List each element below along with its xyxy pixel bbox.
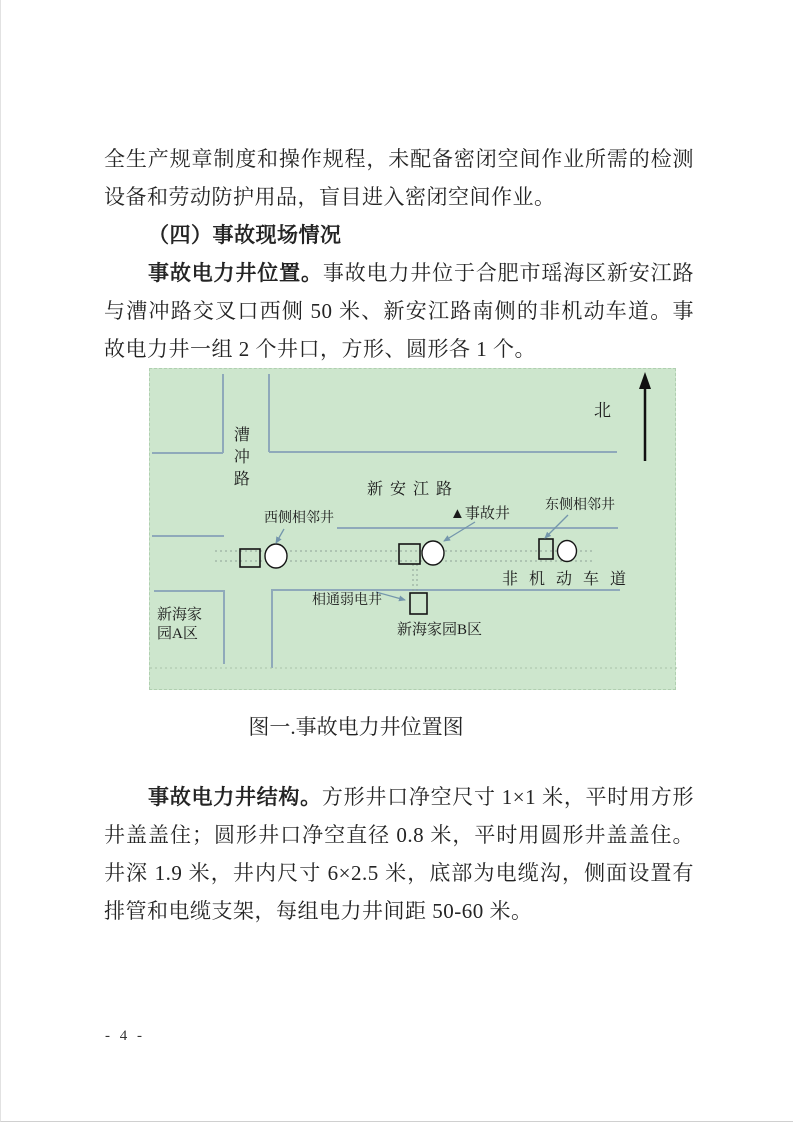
label-zone-b: 新海家园B区 xyxy=(397,622,483,638)
paragraph-well-structure xyxy=(104,778,694,930)
weak-current-well-square xyxy=(410,593,427,614)
label-zone-a: 新海家园A区 xyxy=(157,607,203,642)
page-number: - 4 - xyxy=(105,1028,145,1044)
east-round-well xyxy=(558,541,577,562)
north-arrow-head xyxy=(639,372,651,389)
west-square-well xyxy=(240,549,260,567)
east-square-well xyxy=(539,539,553,559)
accident-round-well xyxy=(422,541,444,565)
paragraph-well-location-text: 事故电力井位于合肥市瑶海区新安江路与漕冲路交叉口西侧 50 米、新安江路南侧的非机动车道。事故电力井一组 2 个井口，方形、圆形各 1 个。 xyxy=(104,261,695,361)
figure-caption: 图一.事故电力井位置图 xyxy=(248,715,464,739)
label-nonmotor-lane: 非机动车道 xyxy=(502,571,638,588)
label-west-adjacent-well: 西侧相邻井 xyxy=(264,511,334,526)
label-weak-current-well: 相通弱电井 xyxy=(312,593,382,608)
section-heading: （四）事故现场情况 xyxy=(148,223,342,247)
accident-well-arrow xyxy=(444,522,475,541)
paragraph-continuation: 全生产规章制度和操作规程，未配备密闭空间作业所需的检测设备和劳动防护用品，盲目进入密闭空间作业。 xyxy=(104,147,694,209)
run-in-heading-well-location: 事故电力井位置。 xyxy=(148,261,323,285)
west-well-arrow xyxy=(276,529,284,543)
label-north: 北 xyxy=(594,401,611,420)
label-accident-well: ▲事故井 xyxy=(450,506,510,522)
paragraph-well-location xyxy=(104,254,694,368)
east-well-arrow xyxy=(545,515,568,538)
run-in-heading-well-structure: 事故电力井结构。 xyxy=(148,785,322,809)
page-content xyxy=(104,140,694,930)
figure-well-location-map xyxy=(149,368,676,690)
label-east-adjacent-well: 东侧相邻井 xyxy=(545,498,615,513)
west-round-well xyxy=(265,544,287,568)
paragraph-well-structure-text: 方形井口净空尺寸 1×1 米，平时用方形井盖盖住；圆形井口净空直径 0.8 米，平时用圆形井盖盖住。井深 1.9 米，井内尺寸 6×2.5 米，底部为电缆沟，侧面设置有排管和电缆支架，每组电力井间距 50-60 米。 xyxy=(104,785,695,923)
label-caochong-road: 漕冲路 xyxy=(231,426,249,492)
label-xinanjiang-road: 新安江路 xyxy=(367,481,460,498)
